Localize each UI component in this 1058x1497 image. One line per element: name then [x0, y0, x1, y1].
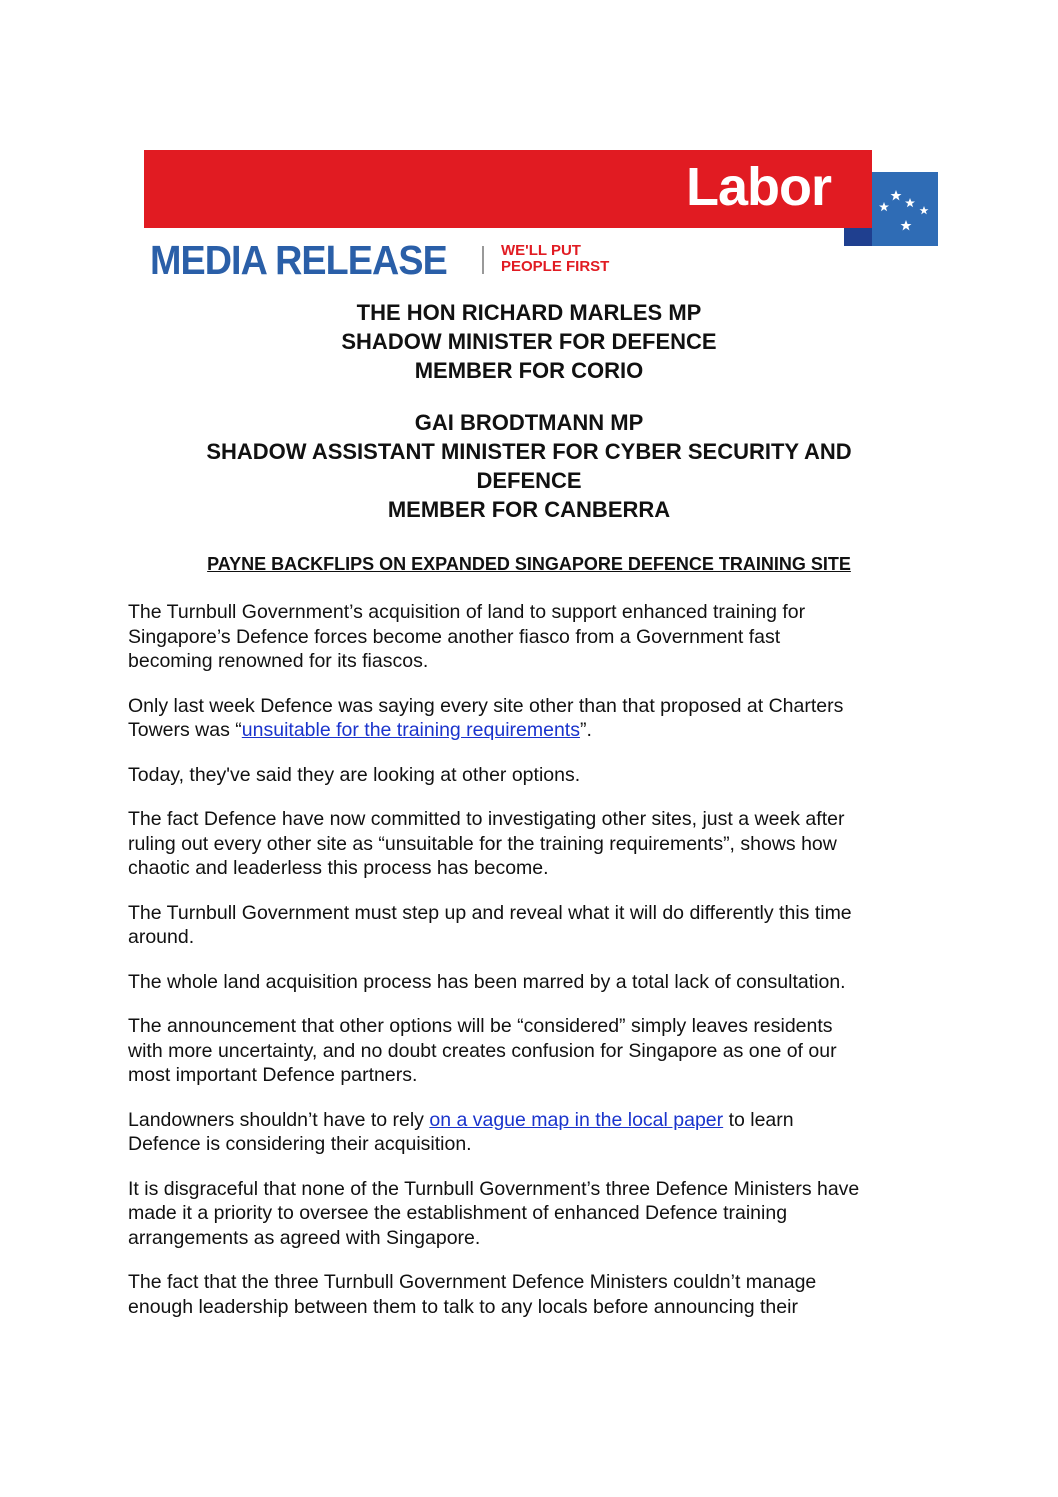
paragraph-line: chaotic and leaderless this process has become. — [128, 857, 549, 879]
star-icon — [920, 206, 929, 214]
media-release-heading: MEDIA RELEASE — [150, 237, 447, 283]
star-icon — [901, 220, 912, 231]
paragraph-line: It is disgraceful that none of the Turnbull Government’s three Defence Ministers have — [128, 1177, 860, 1200]
tagline-divider — [482, 246, 484, 274]
paragraph-line: The Turnbull Government must step up and reveal what it will do differently this time — [128, 901, 852, 924]
paragraph-line: arrangements as agreed with Singapore. — [128, 1226, 481, 1249]
minister-1-role: SHADOW MINISTER FOR DEFENCE — [341, 329, 717, 354]
paragraph-line: made it a priority to oversee the establishment of enhanced Defence training — [128, 1202, 788, 1224]
minister-2-role: SHADOW ASSISTANT MINISTER FOR CYBER SECURITY AND — [206, 439, 852, 464]
paragraph-line: Today, they've said they are looking at other options. — [128, 763, 581, 786]
paragraph-line: becoming renowned for its fiascos. — [128, 650, 429, 672]
star-icon — [891, 190, 902, 201]
southern-cross-icon — [872, 172, 938, 246]
paragraph-line: most important Defence partners. — [128, 1064, 418, 1086]
minister-2-role: DEFENCE — [476, 468, 582, 493]
paragraph-line: Singapore’s Defence forces become another fiasco from a Government fast — [128, 625, 781, 648]
text-run: ”. — [579, 719, 592, 741]
minister-2-seat: MEMBER FOR CANBERRA — [387, 497, 671, 522]
text-run: Landowners shouldn’t have to rely — [128, 1108, 430, 1131]
paragraph — [128, 600, 938, 674]
paragraph-line: around. — [128, 926, 195, 948]
text-run: to learn — [723, 1108, 794, 1131]
paragraph-line: enough leadership between them to talk to any locals before announcing their — [128, 1295, 798, 1318]
minister-1-name: THE HON RICHARD MARLES MP — [356, 300, 702, 325]
paragraph-line: The fact Defence have now committed to investigating other sites, just a week after — [128, 808, 845, 830]
unsuitable-link[interactable]: unsuitable for the training requirements — [241, 719, 580, 741]
labor-logo: Labor — [686, 157, 832, 217]
paragraph — [128, 694, 938, 743]
paragraph-line: The announcement that other options will be “considered” simply leaves residents — [128, 1015, 833, 1037]
release-body — [128, 600, 938, 1339]
paragraph — [128, 1014, 938, 1088]
paragraph — [128, 1177, 938, 1251]
paragraph-line: Defence is considering their acquisition. — [128, 1133, 472, 1155]
paragraph-line: The whole land acquisition process has been marred by a total lack of consultation. — [128, 970, 846, 993]
banner-fold-cover — [844, 150, 872, 228]
text-run: Towers was “ — [128, 719, 242, 741]
paragraph — [128, 1270, 938, 1319]
minister-2-block — [128, 408, 930, 524]
tagline-line: WE'LL PUT — [501, 242, 581, 259]
tagline — [501, 243, 609, 275]
paragraph — [128, 807, 938, 881]
paragraph-line — [128, 718, 938, 743]
star-icon — [905, 198, 915, 207]
paragraph-line: ruling out every other site as “unsuitable for the training requirements”, shows how — [128, 832, 837, 855]
paragraph-line: The fact that the three Turnbull Government Defence Ministers couldn’t manage — [128, 1271, 817, 1293]
paragraph-line: with more uncertainty, and no doubt creates confusion for Singapore as one of our — [128, 1039, 837, 1062]
paragraph — [128, 763, 938, 788]
paragraph — [128, 901, 938, 950]
paragraph-line: The Turnbull Government’s acquisition of land to support enhanced training for — [128, 601, 806, 623]
vague-map-link[interactable]: on a vague map in the local paper — [429, 1108, 724, 1131]
paragraph-line — [128, 1108, 938, 1133]
paragraph — [128, 970, 938, 995]
tagline-line: PEOPLE FIRST — [501, 258, 610, 275]
release-title: PAYNE BACKFLIPS ON EXPANDED SINGAPORE DEFENCE TRAINING SITE — [207, 554, 851, 574]
minister-2-name: GAI BRODTMANN MP — [414, 410, 644, 435]
paragraph-line: Only last week Defence was saying every site other than that proposed at Charters — [128, 694, 844, 717]
paragraph — [128, 1108, 938, 1157]
minister-1-seat: MEMBER FOR CORIO — [414, 358, 644, 383]
star-icon — [879, 202, 889, 211]
minister-1-block — [128, 298, 930, 385]
